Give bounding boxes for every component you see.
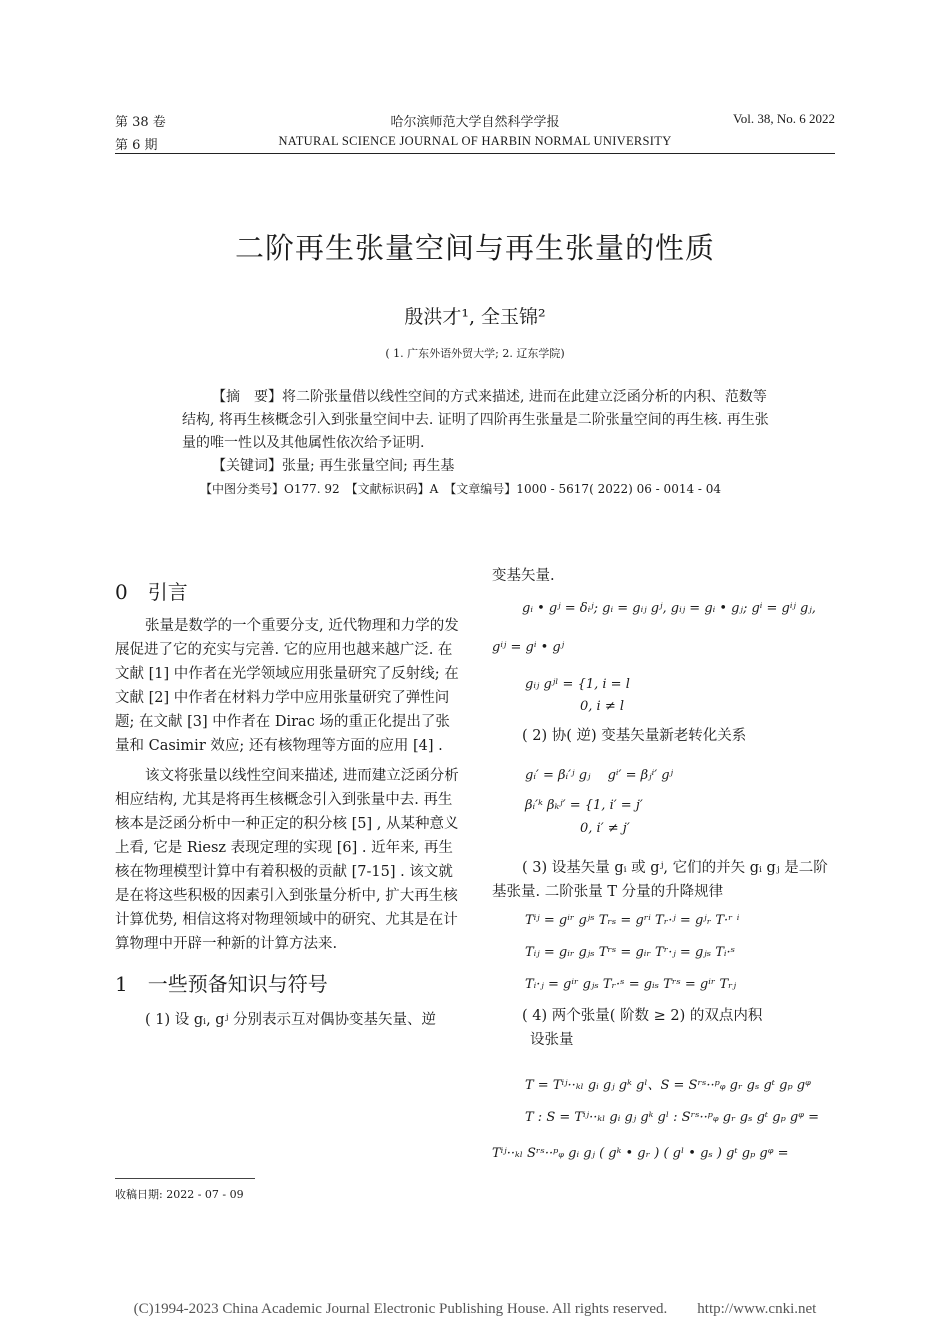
intro-paragraph-2: 该文将张量以线性空间来描述, 进而建立泛函分析相应结构, 尤其是将再生核概念引入到张量中去. 再生核本是泛函分析中一种正定的积分核 [5] , 从某种意义上看, 它是 Riesz 表现定理的实现 [6] . 近年来, 再生核在物理模型计算中有着积极的贡献 [7-15] . 该文就是在将这些积极的因素引入到张量分析中, 扩大再生核计算优势, 相信这将对物理领域中的研究、尤其是在计算物理中开辟一种新的计算方法来. bbox=[115, 768, 459, 952]
classification: 【中图分类号】O177. 92 【文献标识码】A 【文章编号】1000 - 5617( 2022) 06 - 0014 - 04 bbox=[200, 482, 722, 496]
paper-affiliation: ( 1. 广东外语外贸大学; 2. 辽东学院) bbox=[385, 347, 565, 360]
abstract-block bbox=[182, 386, 772, 501]
equation-5b: 0, i′ ≠ j′ bbox=[580, 821, 630, 836]
equation-5a: βᵢ′ᵏ βₖʲ′ = {1, i′ = j′ bbox=[525, 798, 643, 813]
header-volume: 第 38 卷 bbox=[115, 115, 166, 130]
paper-title: 二阶再生张量空间与再生张量的性质 bbox=[234, 231, 715, 265]
header-journal-cn: 哈尔滨师范大学自然科学学报 bbox=[390, 115, 560, 130]
equation-3b: 0, i ≠ l bbox=[580, 699, 625, 714]
equation-6: Tⁱʲ = gⁱʳ gʲˢ Tᵣₛ = gʳⁱ Tᵣ·ʲ = gʲᵣ T·ʳ ⁱ bbox=[525, 913, 740, 928]
prelim-paragraph: ( 1) 设 gᵢ, gʲ 分别表示互对偶协变基矢量、逆 bbox=[145, 1012, 437, 1028]
right-text-5: 设张量 bbox=[530, 1032, 574, 1048]
right-text-1: 变基矢量. bbox=[492, 568, 555, 584]
abstract-text: 【摘 要】将二阶张量借以线性空间的方式来描述, 进而在此建立泛函分析的内积、范数等结构, 将再生核概念引入到张量空间中去. 证明了四阶再生张量是二阶张量空间的再生核. 再生张量的唯一性以及其他属性依次给予证明. bbox=[182, 389, 769, 451]
footnote-rule bbox=[115, 1178, 255, 1179]
header-issue: 第 6 期 bbox=[115, 138, 158, 153]
equation-2: gⁱʲ = gⁱ • gʲ bbox=[492, 640, 565, 655]
right-text-3: ( 3) 设基矢量 gᵢ 或 gʲ, 它们的并矢 gᵢ gⱼ 是二阶基张量. 二阶张量 T 分量的升降规律 bbox=[492, 860, 828, 900]
footnote-received: 收稿日期: 2022 - 07 - 09 bbox=[115, 1188, 244, 1201]
paper-authors: 殷洪才¹, 全玉锦² bbox=[404, 306, 546, 328]
right-text-4: ( 4) 两个张量( 阶数 ≥ 2) 的双点内积 bbox=[522, 1008, 763, 1024]
left-column bbox=[115, 578, 460, 1032]
equation-11: Tⁱʲ··ₖₗ Sʳˢ··ᵖᵩ gᵢ gⱼ ( gᵏ • gᵣ ) ( gˡ • gₛ ) gᵗ gₚ gᵠ = bbox=[492, 1146, 789, 1161]
header-vol-en: Vol. 38, No. 6 2022 bbox=[733, 111, 835, 126]
right-col-intro bbox=[492, 564, 837, 588]
right-col-2 bbox=[522, 724, 837, 748]
section-1-heading: 1 一些预备知识与符号 bbox=[115, 972, 328, 996]
equation-4: gᵢ′ = βᵢ′ʲ gⱼ gⁱ′ = βⱼⁱ′ gʲ bbox=[525, 768, 674, 783]
section-0-heading: 0 引言 bbox=[115, 580, 188, 604]
equation-3a: gᵢⱼ gʲˡ = {1, i = l bbox=[525, 677, 630, 692]
equation-1: gᵢ • gʲ = δᵢʲ; gᵢ = gᵢⱼ gʲ, gᵢⱼ = gᵢ • gⱼ; gⁱ = gⁱʲ gⱼ, bbox=[522, 601, 816, 616]
header-journal-en: NATURAL SCIENCE JOURNAL OF HARBIN NORMAL UNIVERSITY bbox=[278, 134, 672, 148]
keywords: 【关键词】张量; 再生张量空间; 再生基 bbox=[212, 458, 455, 474]
intro-paragraph-1: 张量是数学的一个重要分支, 近代物理和力学的发展促进了它的充实与完善. 它的应用也越来越广泛. 在文献 [1] 中作者在光学领域应用张量研究了反射线; 在文献 [2] 中作者在材料力学中应用张量研究了弹性问题; 在文献 [3] 中作者在 Dirac 场的重正化提出了张量和 Casimir 效应; 还有核物理等方面的应用 [4] . bbox=[115, 618, 459, 754]
equation-8: Tᵢ·ⱼ = gⁱʳ gⱼₛ Tᵣ·ˢ = gᵢₛ Tʳˢ = gⁱʳ Tᵣⱼ bbox=[525, 977, 737, 992]
equation-9: T = Tⁱʲ··ₖₗ gᵢ gⱼ gᵏ gˡ、S = Sʳˢ··ᵖᵩ gᵣ gₛ gᵗ gₚ gᵠ bbox=[525, 1078, 811, 1093]
right-col-3 bbox=[492, 856, 837, 904]
header-rule bbox=[115, 153, 835, 154]
equation-7: Tᵢⱼ = gᵢᵣ gⱼₛ Tʳˢ = gᵢᵣ Tʳ·ⱼ = gⱼₛ Tᵢ·ˢ bbox=[525, 945, 736, 960]
equation-10: T : S = Tⁱʲ··ₖₗ gᵢ gⱼ gᵏ gˡ : Sʳˢ··ᵖᵩ gᵣ gₛ gᵗ gₚ gᵠ = bbox=[525, 1110, 819, 1125]
copyright-footer: (C)1994-2023 China Academic Journal Electronic Publishing House. All rights reserved. http://www.cnki.net bbox=[133, 1301, 817, 1317]
right-col-4 bbox=[522, 1004, 837, 1052]
right-text-2: ( 2) 协( 逆) 变基矢量新老转化关系 bbox=[522, 728, 747, 744]
